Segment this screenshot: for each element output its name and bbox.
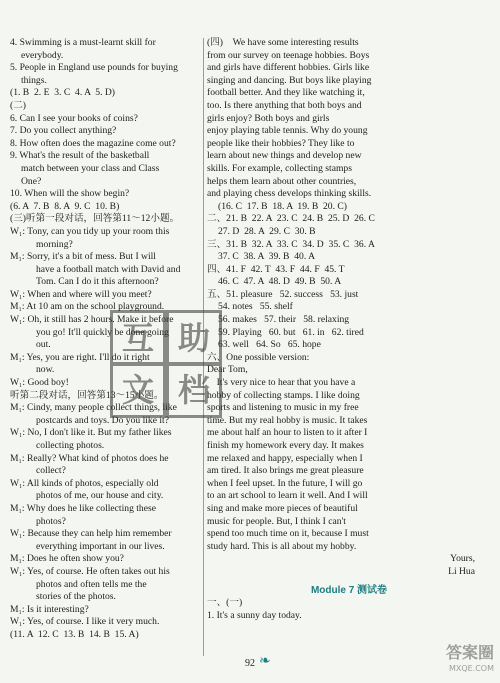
text-line: M₁: Is it interesting? [10, 603, 89, 615]
text-line: time. But my real hobby is music. It takes [207, 414, 368, 426]
text-line: W₁: Yes, of course. I like it very much. [10, 616, 160, 628]
right-column-lines [207, 37, 491, 579]
text-line: 5. People in England use pounds for buying [10, 62, 178, 74]
text-line: to an art school to learn it well. And I will [207, 490, 368, 502]
text-line: music for people. But, I think I can't [207, 515, 346, 527]
stamp-char: 文 [110, 362, 166, 418]
text-line: (二) [10, 99, 26, 111]
text-line: (四) We have some interesting results [207, 37, 359, 48]
text-line: 二、21. B 22. A 23. C 24. B 25. D 26. C [207, 213, 375, 225]
text-line: W₁: No, I don't like it. But my father likes [10, 427, 172, 439]
text-line: W₁: Good boy! [10, 377, 69, 389]
text-line: 8. How often does the magazine come out? [10, 137, 176, 149]
text-line: 6. Can I see your books of coins? [10, 112, 138, 124]
text-line: 56. makes 57. their 58. relaxing [218, 314, 350, 326]
text-line: photos of me, our house and city. [36, 490, 164, 502]
text-line: me about half an hour to listen to it after I [207, 427, 368, 439]
text-line: spend too much time on it, because I must [207, 528, 369, 540]
text-line: hobby of collecting stamps. I like doing [207, 389, 360, 401]
text-line: M₁: Yes, you are right. I'll do it right [10, 351, 150, 363]
text-line: 54. notes 55. shelf [218, 301, 293, 313]
text-line: Tom. Can I do it this afternoon? [36, 276, 159, 288]
after-title-lines [207, 597, 491, 622]
stamp-char: 互 [110, 310, 166, 366]
text-line: stories of the photos. [36, 591, 116, 603]
text-line: W₁: Oh, it still has 2 hours. Make it before [10, 314, 174, 326]
text-line: helps them learn about other countries, [207, 175, 357, 187]
text-line: 37. C 38. A 39. B 40. A [218, 251, 316, 263]
text-line: 一、(一) [207, 597, 243, 609]
text-line: everything important in our lives. [36, 540, 165, 552]
text-line: Dear Tom, [207, 364, 248, 376]
text-line: 4. Swimming is a must-learnt skill for [10, 37, 156, 48]
text-line: skills. For example, collecting stamps [207, 162, 352, 174]
site-watermark [446, 645, 494, 677]
text-line: (6. A 7. B 8. A 9. C 10. B) [10, 200, 120, 212]
text-line: (16. C 17. B 18. A 19. B 20. C) [218, 200, 347, 212]
text-line: (11. A 12. C 13. B 14. B 15. A) [10, 628, 139, 640]
text-line: collecting photos. [36, 440, 105, 451]
stamp-char: 助 [166, 310, 222, 366]
text-line: finish my homework every day. It makes [207, 440, 364, 451]
text-line: photos and often tells me the [36, 578, 147, 590]
text-line: match between your class and Class [21, 162, 160, 174]
text-line: now. [36, 364, 55, 376]
text-line: 1. It's a sunny day today. [207, 609, 302, 621]
text-line: learn about new things and develop new [207, 150, 362, 162]
text-line: (1. B 2. E 3. C 4. A 5. D) [10, 87, 116, 99]
text-line: morning? [36, 238, 73, 250]
text-line: things. [21, 74, 47, 86]
text-line: W₁: All kinds of photos, especially old [10, 477, 159, 489]
text-line: sports and listening to music in my free [207, 402, 359, 414]
text-line: postcards and toys. Do you like it? [36, 414, 169, 426]
text-line: M₁: Sorry, it's a bit of mess. But I will [10, 251, 156, 263]
text-line: collect? [36, 465, 66, 477]
text-line: you go! It'll quickly be done going [36, 326, 169, 338]
text-line: 59. Playing 60. but 61. in 62. tired [218, 326, 364, 338]
right-column [207, 37, 491, 622]
text-line: W₁: Yes, of course. He often takes out his [10, 565, 170, 577]
text-line: 听第二段对话，回答第13～15小题。 [10, 389, 164, 401]
text-line: 9. What's the result of the basketball [10, 150, 150, 162]
text-line: photos? [36, 515, 66, 527]
module-section-title: Module 7 测试卷 [310, 584, 388, 596]
text-line: 27. D 28. A 29. C 30. B [218, 225, 316, 237]
text-line: M₁: At 10 am on the school playground. [10, 301, 165, 313]
text-line: me relaxed and happy, especially when I [207, 452, 363, 464]
text-line: football better. And they like watching it, [207, 87, 365, 99]
text-line: Li Hua [448, 565, 475, 577]
text-line: 三、31. B 32. A 33. C 34. D 35. C 36. A [207, 238, 375, 250]
watermark-main: 答案圈 [445, 643, 494, 662]
text-line: too. Is there anything that both boys and [207, 99, 362, 111]
text-line: everybody. [21, 49, 64, 61]
help-doc-stamp [110, 310, 230, 409]
text-line: study hard. This is all about my hobby. [207, 540, 357, 552]
text-line: people like their hobbies? They like to [207, 137, 355, 149]
text-line: 46. C 47. A 48. D 49. B 50. A [218, 276, 342, 288]
page-number: 92 [245, 658, 255, 669]
text-line: M₁: Why does he like collecting these [10, 502, 156, 514]
text-line: W₁: Tony, can you tidy up your room this [10, 225, 170, 237]
text-line: when I feel upset. In the future, I will go [207, 477, 363, 489]
text-line: sing and make more pieces of beautiful [207, 502, 358, 514]
text-line: M₁: Really? What kind of photos does he [10, 452, 169, 464]
text-line: 10. When will the show begin? [10, 188, 130, 200]
swirl-logo-icon: ❧ [259, 654, 271, 669]
text-line: 六、One possible version: [207, 351, 310, 363]
text-line: W₁: When and where will you meet? [10, 288, 152, 300]
text-line: M₁: Does he often show you? [10, 553, 124, 565]
text-line: singing and dancing. But boys like playing [207, 74, 372, 86]
text-line: out. [36, 339, 51, 351]
text-line: (三)听第一段对话，回答第11～12小题。 [10, 213, 180, 225]
text-line: and girls have different hobbies. Girls like [207, 62, 370, 74]
text-line: am tired. It also brings me great pleasure [207, 465, 364, 477]
text-line: 7. Do you collect anything? [10, 125, 117, 137]
text-line: One? [21, 175, 42, 187]
text-line: and playing chess develops thinking skills. [207, 188, 372, 200]
text-line: It's very nice to hear that you have a [207, 377, 356, 389]
watermark-sub: MXQE.COM [448, 664, 494, 673]
text-line: W₁: Because they can help him remember [10, 528, 172, 540]
stamp-char: 档 [166, 362, 222, 418]
text-line: 五、51. pleasure 52. success 53. just [207, 288, 359, 300]
text-line: 63. well 64. So 65. hope [218, 339, 321, 351]
text-line: have a football match with David and [36, 263, 181, 275]
text-line: enjoy playing table tennis. Why do young [207, 125, 368, 137]
text-line: from our survey on teenage hobbies. Boys [207, 49, 370, 61]
text-line: M₁: Cindy, many people collect things, like [10, 402, 177, 414]
text-line: Yours, [450, 553, 475, 565]
text-line: 四、41. F 42. T 43. F 44. F 45. T [207, 263, 345, 275]
text-line: girls enjoy? Both boys and girls [207, 112, 330, 124]
